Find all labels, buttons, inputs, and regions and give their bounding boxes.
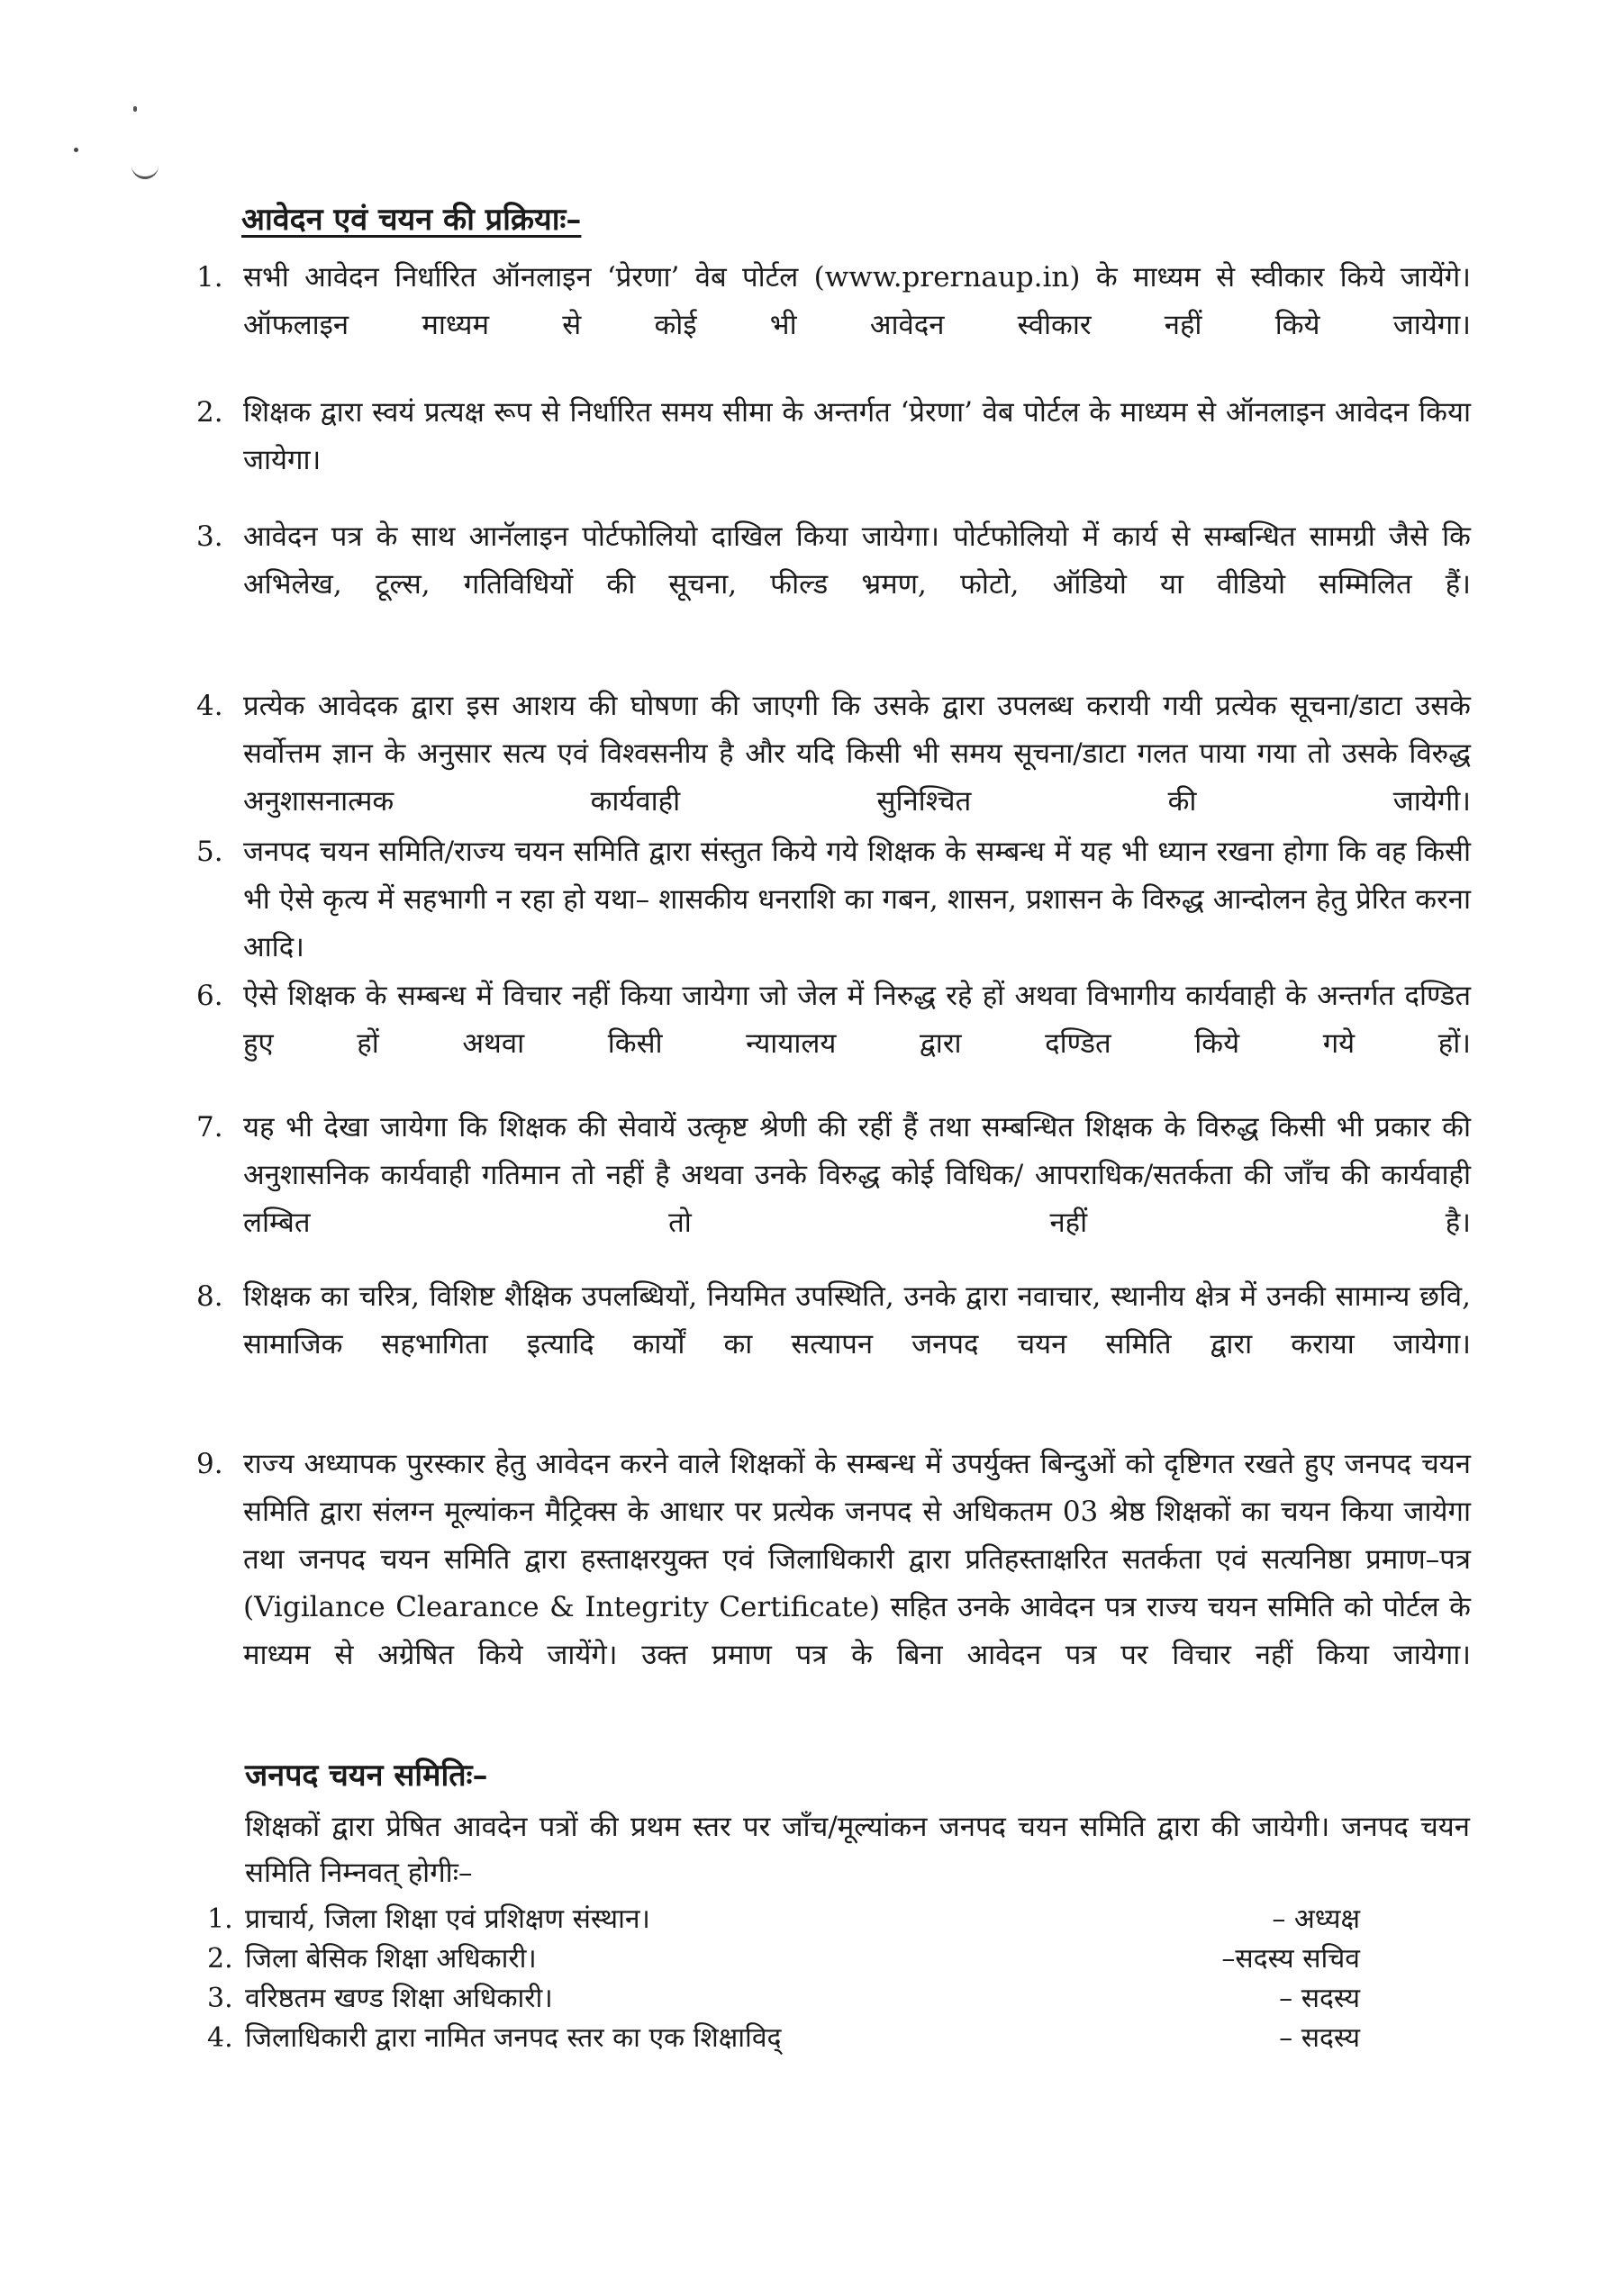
committee-member: [207, 1979, 1360, 2019]
member-name: प्राचार्य, जिला शिक्षा एवं प्रशिक्षण संस्थान।: [245, 1903, 650, 1935]
member-role: – अध्यक्ष: [1272, 1903, 1360, 1935]
list-item-number: 3.: [196, 520, 223, 553]
scan-speck: [133, 106, 137, 112]
pen-tick-mark: [131, 160, 159, 179]
district-committee-heading: जनपद चयन समितिः–: [245, 1758, 488, 1794]
list-item-text: प्रत्येक आवेदक द्वारा इस आशय की घोषणा की जाएगी कि उसके द्वारा उपलब्ध करायी गयी प्रत्येक सूचना/डाटा उसके सर्वोत्तम ज्ञान के अनुसार सत्य एवं विश्वसनीय है और यदि किसी भी समय सूचना/डाटा गलत पाया गया तो उसके विरुद्ध अनुशासनात्मक कार्यवाही सुनिश्चित की जायेगी।: [243, 690, 1471, 818]
member-name: वरिष्ठतम खण्ड शिक्षा अधिकारी।: [245, 1983, 553, 2014]
member-name: जिला बेसिक शिक्षा अधिकारी।: [245, 1943, 537, 1975]
list-item: [196, 513, 1471, 656]
committee-member: [207, 1939, 1360, 1979]
list-item-text: शिक्षक का चरित्र, विशिष्ट शैक्षिक उपलब्धियों, नियमित उपस्थिति, उनके द्वारा नवाचार, स्थानीय क्षेत्र में उनकी सामान्य छवि, सामाजिक सहभागिता इत्यादि कार्यों का सत्यापन जनपद चयन समिति द्वारा कराया जायेगा।: [243, 1280, 1471, 1360]
district-committee-intro: शिक्षकों द्वारा प्रेषित आवदेन पत्रों की प्रथम स्तर पर जाँच/मूल्यांकन जनपद चयन समिति द्वारा की जायेगी। जनपद चयन समिति निम्नवत् होगीः–: [245, 1811, 1470, 1889]
list-item: [196, 1104, 1471, 1295]
application-process-heading: आवेदन एवं चयन की प्रक्रियाः–: [241, 202, 582, 238]
list-item-number: 5.: [196, 836, 223, 868]
list-item-text: आवेदन पत्र के साथ आनॅलाइन पोर्टफोलियो दाखिल किया जायेगा। पोर्टफोलियो में कार्य से सम्बन्धित सामग्री जैसे कि अभिलेख, टूल्स, गतिविधियों की सूचना, फील्ड भ्रमण, फोटो, ऑडियो या वीडियो सम्मिलित हैं।: [243, 520, 1471, 601]
member-number: 2.: [207, 1943, 233, 1975]
list-item-text: राज्य अध्यापक पुरस्कार हेतु आवेदन करने वाले शिक्षकों के सम्बन्ध में उपर्युक्त बिन्दुओं को दृष्टिगत रखते हुए जनपद चयन समिति द्वारा संलग्न मूल्यांकन मैट्रिक्स के आधार पर प्रत्येक जनपद से अधिकतम 03 श्रेष्ठ शिक्षकों का चयन किया जायेगा तथा जनपद चयन समिति द्वारा हस्ताक्षरयुक्त एवं जिलाधिकारी द्वारा प्रतिहस्ताक्षरित सतर्कता एवं सत्यनिष्ठा प्रमाण–पत्र (Vigilance Clearance & Integrity Certificate) सहित उनके आवेदन पत्र राज्य चयन समिति को पोर्टल के माध्यम से अग्रेषित किये जायेंगे। उक्त प्रमाण पत्र के बिना आवेदन पत्र पर विचार नहीं किया जायेगा।: [243, 1448, 1471, 1671]
list-item: [196, 1273, 1471, 1416]
member-name: जिलाधिकारी द्वारा नामित जनपद स्तर का एक शिक्षाविद्: [245, 2022, 782, 2054]
list-item-number: 7.: [196, 1111, 223, 1143]
member-number: 1.: [207, 1903, 233, 1935]
list-item-text: शिक्षक द्वारा स्वयं प्रत्यक्ष रूप से निर्धारित समय सीमा के अन्तर्गत ‘प्रेरणा’ वेब पोर्टल के माध्यम से ऑनलाइन आवेदन किया जायेगा।: [243, 396, 1471, 476]
list-item-text: सभी आवेदन निर्धारित ऑनलाइन ‘प्रेरणा’ वेब पोर्टल (www.prernaup.in) के माध्यम से स्वीकार किये जायेंगे। ऑफलाइन माध्यम से कोई भी आवेदन स्वीकार नहीं किये जायेगा।: [243, 261, 1471, 341]
list-item-number: 1.: [196, 261, 223, 294]
list-item-number: 4.: [196, 690, 223, 722]
committee-member: [207, 1900, 1360, 1939]
list-item: [196, 972, 1471, 1116]
list-item-text: यह भी देखा जायेगा कि शिक्षक की सेवायें उत्कृष्ट श्रेणी की रहीं हैं तथा सम्बन्धित शिक्षक के विरुद्ध किसी भी प्रकार की अनुशासनिक कार्यवाही गतिमान तो नहीं है अथवा उनके विरुद्ध कोई विधिक/ आपराधिक/सतर्कता की जाँच की कार्यवाही लम्बित तो नहीं है।: [243, 1111, 1471, 1239]
list-item-number: 6.: [196, 980, 223, 1012]
member-number: 3.: [207, 1983, 233, 2014]
list-item-number: 2.: [196, 396, 223, 429]
member-number: 4.: [207, 2022, 233, 2054]
member-role: – सदस्य: [1279, 2022, 1360, 2054]
list-item-number: 9.: [196, 1448, 223, 1480]
list-item-number: 8.: [196, 1280, 223, 1313]
list-item-text: जनपद चयन समिति/राज्य चयन समिति द्वारा संस्तुत किये गये शिक्षक के सम्बन्ध में यह भी ध्यान रखना होगा कि वह किसी भी ऐसे कृत्य में सहभागी न रहा हो यथा– शासकीय धनराशि का गबन, शासन, प्रशासन के विरुद्ध आन्दोलन हेतु प्रेरित करना आदि।: [243, 836, 1471, 963]
committee-member: [207, 2019, 1360, 2058]
list-item: [196, 1441, 1471, 1727]
scan-speck: [74, 148, 78, 152]
list-item: [196, 389, 1471, 532]
member-role: – सदस्य: [1279, 1983, 1360, 2014]
member-role: –सदस्य सचिव: [1221, 1943, 1360, 1975]
list-item-text: ऐसे शिक्षक के सम्बन्ध में विचार नहीं किया जायेगा जो जेल में निरुद्ध रहे हों अथवा विभागीय कार्यवाही के अन्तर्गत दण्डित हुए हों अथवा किसी न्यायालय द्वारा दण्डित किये गये हों।: [243, 980, 1471, 1060]
list-item: [196, 254, 1471, 397]
